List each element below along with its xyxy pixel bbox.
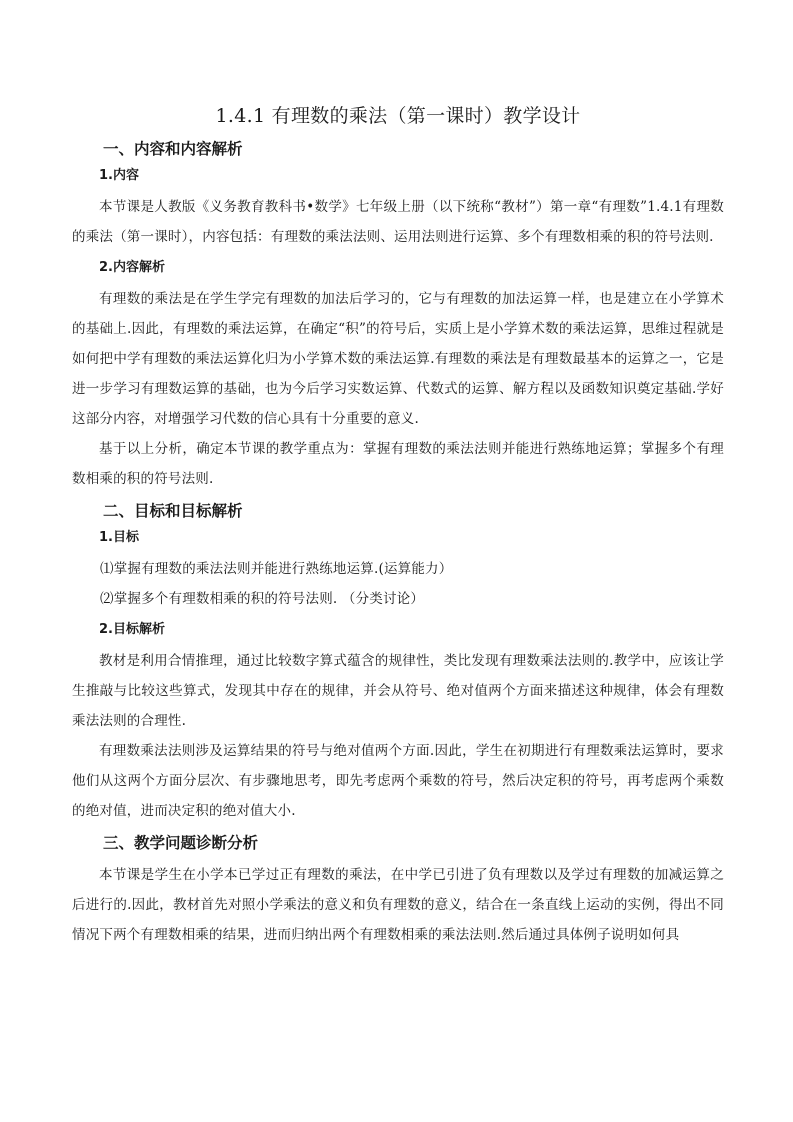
section-heading-objectives: 二、目标和目标解析	[103, 502, 243, 520]
paragraph-content-description: 本节课是人教版《义务教育教科书•数学》七年级上册（以下统称“教材”）第一章“有理数”1.4.1有理数的乘法（第一课时），内容包括：有理数的乘法法则、运用法则进行运算、多个有理数相乘的积的符号法则.	[72, 199, 724, 245]
objective-item: ⑵掌握多个有理数相乘的积的符号法则. （分类讨论）	[100, 591, 425, 607]
document-title: 1.4.1 有理数的乘法（第一课时）教学设计	[215, 105, 581, 127]
subsection-heading-content-analysis: 2.内容解析	[99, 260, 165, 275]
document-body	[72, 102, 724, 950]
section-heading-diagnosis: 三、教学问题诊断分析	[103, 834, 259, 852]
paragraph-teaching-focus: 基于以上分析，确定本节课的教学重点为：掌握有理数的乘法法则并能进行熟练地运算；掌握多个有理数相乘的积的符号法则.	[72, 441, 724, 487]
paragraph-objective-analysis: 有理数乘法法则涉及运算结果的符号与绝对值两个方面.因此，学生在初期进行有理数乘法运算时，要求他们从这两个方面分层次、有步骤地思考，即先考虑两个乘数的符号，然后决定积的符号，再考虑两个乘数的绝对值，进而决定积的绝对值大小.	[72, 743, 724, 819]
subsection-heading-objective-analysis: 2.目标解析	[99, 622, 165, 637]
paragraph-content-analysis: 有理数的乘法是在学生学完有理数的加法后学习的，它与有理数的加法运算一样，也是建立在小学算术的基础上.因此，有理数的乘法运算，在确定“积”的符号后，实质上是小学算术数的乘法运算，思维过程就是如何把中学有理数的乘法运算化归为小学算术数的乘法运算.有理数的乘法是有理数最基本的运算之一，它是进一步学习有理数运算的基础，也为今后学习实数运算、代数式的运算、解方程以及函数知识奠定基础.学好这部分内容，对增强学习代数的信心具有十分重要的意义.	[72, 291, 724, 427]
subsection-heading-objectives: 1.目标	[99, 530, 139, 545]
subsection-heading-content: 1.内容	[99, 168, 139, 183]
paragraph-diagnosis: 本节课是学生在小学本已学过正有理数的乘法，在中学已引进了负有理数以及学过有理数的加减运算之后进行的.因此，教材首先对照小学乘法的意义和负有理数的意义，结合在一条直线上运动的实例，得出不同情况下两个有理数相乘的结果，进而归纳出两个有理数相乘的乘法法则.然后通过具体例子说明如何具	[72, 867, 724, 943]
section-heading-content: 一、内容和内容解析	[103, 140, 243, 158]
objective-item: ⑴掌握有理数的乘法法则并能进行熟练地运算.(运算能力）	[100, 561, 453, 577]
paragraph-objective-analysis: 教材是利用合情推理，通过比较数字算式蕴含的规律性，类比发现有理数乘法法则的.教学中，应该让学生推敲与比较这些算式，发现其中存在的规律，并会从符号、绝对值两个方面来描述这种规律，体会有理数乘法法则的合理性.	[72, 653, 724, 729]
